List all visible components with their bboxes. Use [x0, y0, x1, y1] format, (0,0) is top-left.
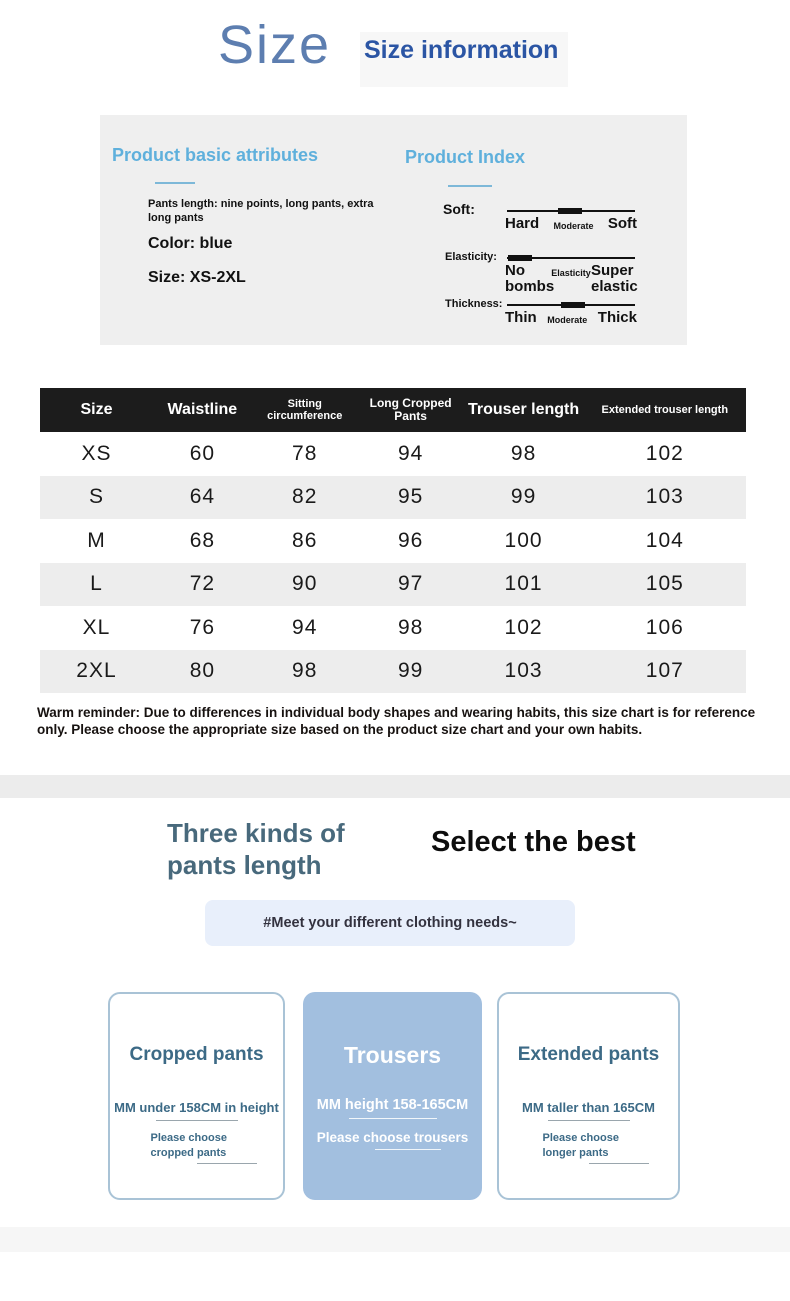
- col-extended-trouser-length: Extended trouser length: [584, 388, 746, 432]
- col-sitting-circumference: Sitting circumference: [252, 388, 358, 432]
- size-table-header: [40, 388, 746, 432]
- cell-trouser: 103: [504, 659, 543, 683]
- card-advice-underline: [375, 1149, 441, 1150]
- cell-size: M: [87, 528, 106, 552]
- cell-size: 2XL: [76, 659, 117, 683]
- product-info-panel: [100, 115, 687, 345]
- attribute-pants-length: Pants length: nine points, long pants, extra long pants: [148, 198, 374, 224]
- cell-cropped: 99: [397, 659, 424, 683]
- table-row: [40, 563, 746, 607]
- elasticity-scale-line: [507, 257, 635, 259]
- soft-scale-label: Soft:: [443, 201, 475, 217]
- table-row: [40, 650, 746, 694]
- warm-reminder-text: Warm reminder: Due to differences in individual body shapes and wearing habits, this size chart is for reference only. Please choose the appropriate size based on the product size chart and your own habits.: [37, 705, 756, 738]
- trousers-advice: Please choose trousers: [316, 1130, 469, 1145]
- extended-pants-card-title: Extended pants: [517, 1044, 660, 1065]
- thickness-scale-mid: Moderate: [547, 315, 588, 325]
- cell-extended: 105: [645, 572, 684, 596]
- size-table: [40, 388, 746, 693]
- cell-sitting: 98: [292, 659, 318, 683]
- pants-length-heading: Three kinds of pants length: [167, 818, 345, 881]
- index-title: Product Index: [405, 147, 526, 167]
- cell-waistline: 60: [189, 441, 216, 465]
- thickness-scale-marker: [561, 302, 585, 308]
- elasticity-scale-marker: [508, 255, 532, 261]
- cell-trouser: 102: [504, 615, 543, 639]
- cell-trouser: 98: [510, 441, 537, 465]
- page-title: Size information: [360, 32, 568, 87]
- cropped-pants-advice: Please choose cropped pants: [150, 1132, 227, 1159]
- col-size: Size: [40, 388, 153, 432]
- size-table-header-row: [40, 388, 746, 432]
- col-trouser-length: Trouser length: [464, 388, 584, 432]
- table-row: [40, 606, 746, 650]
- bottom-divider-band: [0, 1227, 790, 1252]
- table-row: [40, 432, 746, 476]
- cell-waistline: 76: [189, 615, 216, 639]
- cropped-pants-card-title: Cropped pants: [129, 1044, 264, 1065]
- trousers-card-title: Trousers: [343, 1042, 442, 1068]
- extended-pants-card: [497, 992, 680, 1200]
- size-watermark-heading: Size: [218, 15, 332, 75]
- cell-cropped: 95: [397, 485, 424, 509]
- table-row: [40, 519, 746, 563]
- trousers-height-range: MM height 158-165CM: [316, 1097, 469, 1113]
- elasticity-scale-mid: Elasticity: [551, 268, 591, 278]
- cropped-pants-card: [108, 992, 285, 1200]
- cell-cropped: 96: [397, 528, 424, 552]
- index-title-underline: [448, 185, 492, 187]
- cell-waistline: 80: [189, 659, 216, 683]
- soft-scale-line: [507, 210, 635, 212]
- cell-sitting: 82: [292, 485, 318, 509]
- cell-size: XL: [82, 615, 111, 639]
- cell-size: L: [90, 572, 103, 596]
- elasticity-scale-labels: [505, 263, 637, 295]
- cell-waistline: 64: [189, 485, 216, 509]
- card-divider-line: [156, 1120, 238, 1121]
- elasticity-scale-right: Super elastic: [591, 262, 638, 295]
- soft-scale-right: Soft: [607, 215, 637, 232]
- extended-pants-advice: Please choose longer pants: [542, 1132, 619, 1159]
- cell-sitting: 90: [292, 572, 318, 596]
- cell-extended: 104: [645, 528, 684, 552]
- cell-extended: 106: [645, 615, 684, 639]
- section-divider-band: [0, 775, 790, 798]
- card-divider-line: [548, 1120, 630, 1121]
- attribute-size-range: Size: XS-2XL: [148, 269, 246, 286]
- cell-size: S: [88, 485, 104, 509]
- card-advice-underline: [197, 1163, 257, 1164]
- table-row: [40, 476, 746, 520]
- cell-sitting: 78: [292, 441, 318, 465]
- select-best-heading: Select the best: [431, 826, 636, 858]
- extended-pants-height-range: MM taller than 165CM: [522, 1100, 655, 1115]
- card-divider-line: [349, 1118, 437, 1119]
- cell-sitting: 86: [292, 528, 318, 552]
- cell-size: XS: [81, 441, 112, 465]
- cell-cropped: 97: [397, 572, 424, 596]
- cell-trouser: 101: [504, 572, 543, 596]
- cell-trouser: 100: [504, 528, 543, 552]
- thickness-scale-line: [507, 304, 635, 306]
- cell-cropped: 98: [397, 615, 424, 639]
- soft-scale-labels: [505, 216, 637, 232]
- elasticity-scale-left: No bombs: [505, 262, 555, 295]
- thickness-scale-labels: [505, 310, 637, 326]
- thickness-scale-label: Thickness:: [445, 298, 503, 310]
- attribute-color: Color: blue: [148, 235, 233, 252]
- col-long-cropped-pants: Long Cropped Pants: [358, 388, 464, 432]
- card-advice-underline: [589, 1163, 649, 1164]
- thickness-scale-right: Thick: [597, 309, 637, 326]
- soft-scale-mid: Moderate: [553, 221, 594, 231]
- cropped-pants-height-range: MM under 158CM in height: [114, 1100, 279, 1115]
- cell-extended: 103: [645, 485, 684, 509]
- tagline-pill: [205, 900, 575, 946]
- cell-waistline: 68: [189, 528, 216, 552]
- cell-trouser: 99: [510, 485, 537, 509]
- soft-scale-marker: [558, 208, 582, 214]
- cell-cropped: 94: [397, 441, 424, 465]
- cell-extended: 107: [645, 659, 684, 683]
- col-waistline: Waistline: [153, 388, 252, 432]
- trousers-card: [303, 992, 482, 1200]
- attributes-title-underline: [155, 182, 195, 184]
- soft-scale-left: Hard: [505, 215, 540, 232]
- tagline-text: #Meet your different clothing needs~: [263, 915, 517, 931]
- cell-extended: 102: [645, 441, 684, 465]
- cell-sitting: 94: [292, 615, 318, 639]
- cell-waistline: 72: [189, 572, 216, 596]
- attributes-title: Product basic attributes: [112, 145, 319, 165]
- elasticity-scale-label: Elasticity:: [445, 251, 497, 263]
- thickness-scale-left: Thin: [505, 309, 537, 326]
